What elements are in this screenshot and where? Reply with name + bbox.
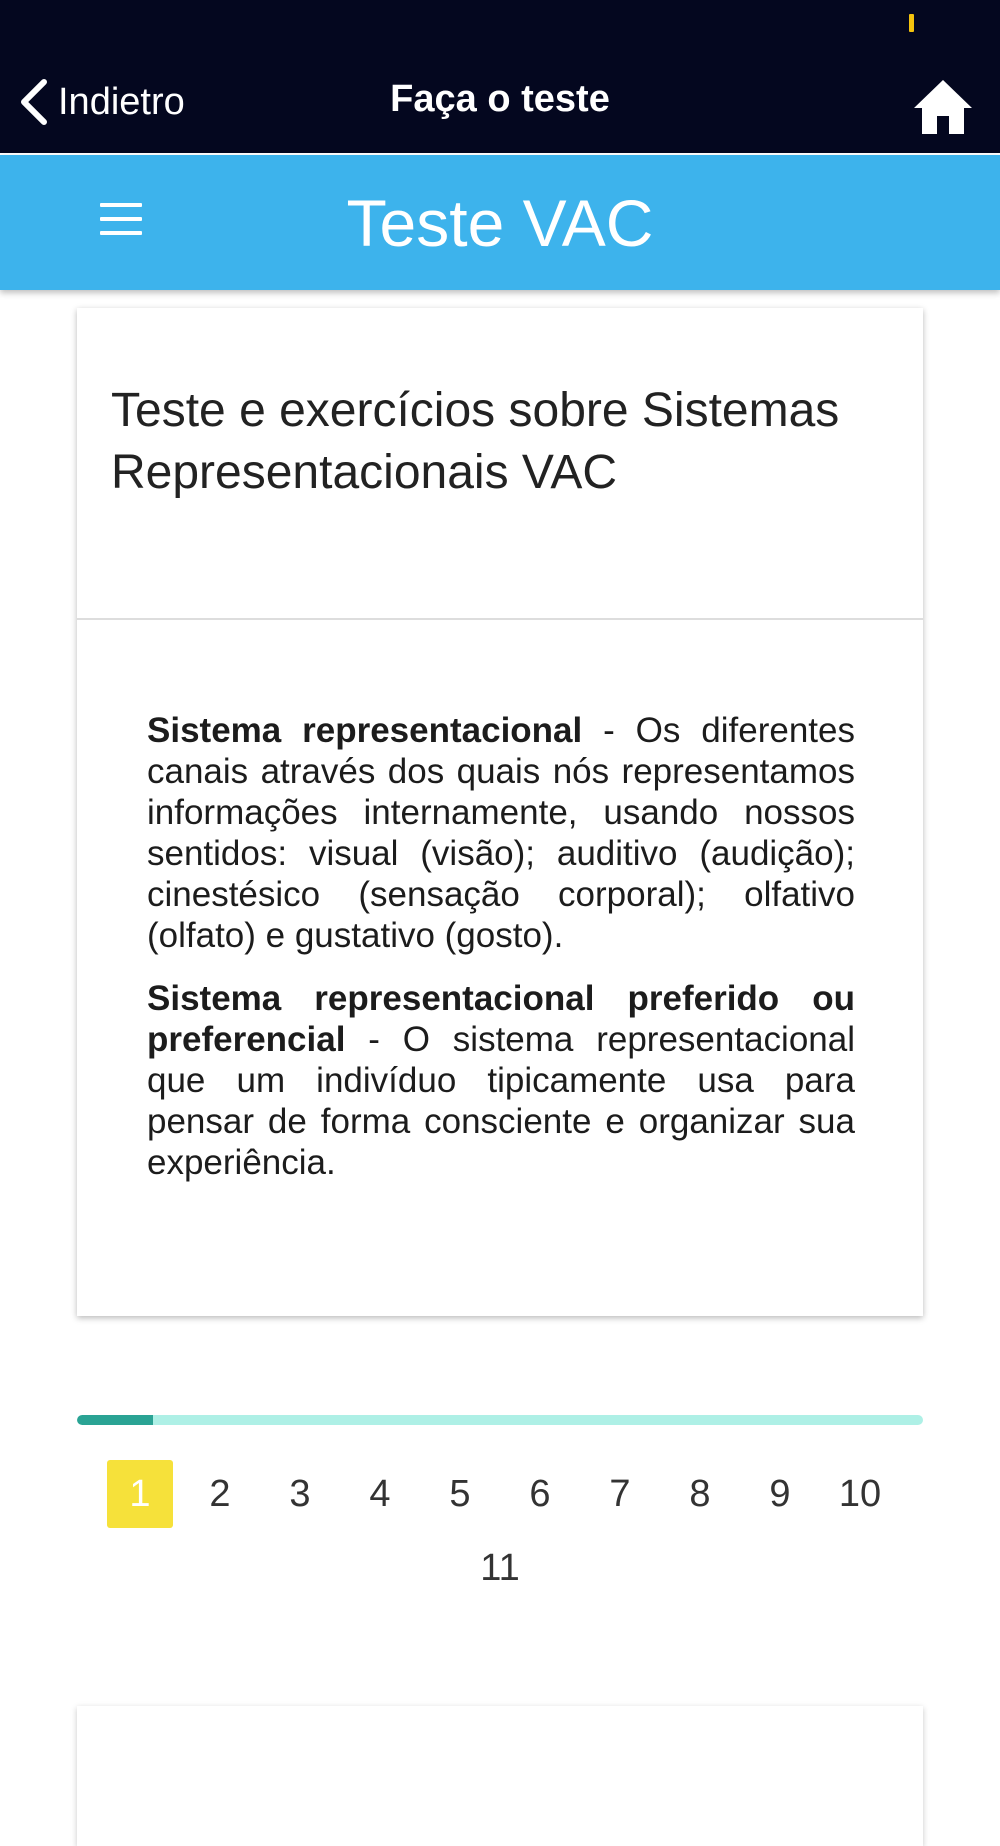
status-bar	[0, 0, 1000, 40]
nav-title: Faça o teste	[390, 78, 610, 120]
page-number-7[interactable]: 7	[609, 1472, 631, 1515]
definition-text: - O sistema representacional que um indivíduo tipicamente usa para pensar de forma consciente e organizar sua experiência.	[147, 1020, 855, 1182]
home-icon	[912, 76, 974, 138]
page-number-10[interactable]: 10	[838, 1472, 882, 1515]
progress-bar-fill	[77, 1415, 153, 1425]
page-number-5[interactable]: 5	[449, 1472, 471, 1515]
definition-text: - Os diferentes canais através dos quais nós representamos informações internamente, usando nossos sentidos: visual (visão); auditivo (audição); cinestésico (sensação corporal); olfativo (olfato) e gustativo (gosto).	[147, 711, 855, 955]
app-header	[0, 155, 1000, 290]
progress-bar	[77, 1415, 923, 1425]
home-button[interactable]	[912, 76, 974, 138]
question-card	[77, 1706, 923, 1846]
page-number-9[interactable]: 9	[769, 1472, 791, 1515]
definition-paragraph	[147, 978, 855, 1183]
definition-term: Sistema representacional	[147, 711, 583, 750]
page-number-11[interactable]: 11	[480, 1546, 520, 1589]
definition-term: Sistema representacional preferido ou preferencial	[147, 979, 855, 1059]
page-title: Teste VAC	[346, 186, 654, 260]
card-divider	[77, 618, 923, 620]
top-navigation-bar	[0, 0, 1000, 153]
intro-card	[77, 308, 923, 1316]
page-number-2[interactable]: 2	[209, 1472, 231, 1515]
card-body	[147, 710, 855, 1205]
page-number-4[interactable]: 4	[369, 1472, 391, 1515]
battery-icon	[909, 14, 914, 32]
pagination	[77, 1460, 923, 1602]
card-title: Teste e exercícios sobre Sistemas Representacionais VAC	[111, 384, 840, 499]
back-button[interactable]	[18, 72, 185, 132]
back-button-label: Indietro	[58, 80, 185, 123]
chevron-left-icon	[18, 78, 48, 126]
page-number-6[interactable]: 6	[529, 1472, 551, 1515]
page-number-3[interactable]: 3	[289, 1472, 311, 1515]
page-number-1[interactable]: 1	[107, 1460, 173, 1528]
page-number-8[interactable]: 8	[689, 1472, 711, 1515]
definition-paragraph	[147, 710, 855, 956]
